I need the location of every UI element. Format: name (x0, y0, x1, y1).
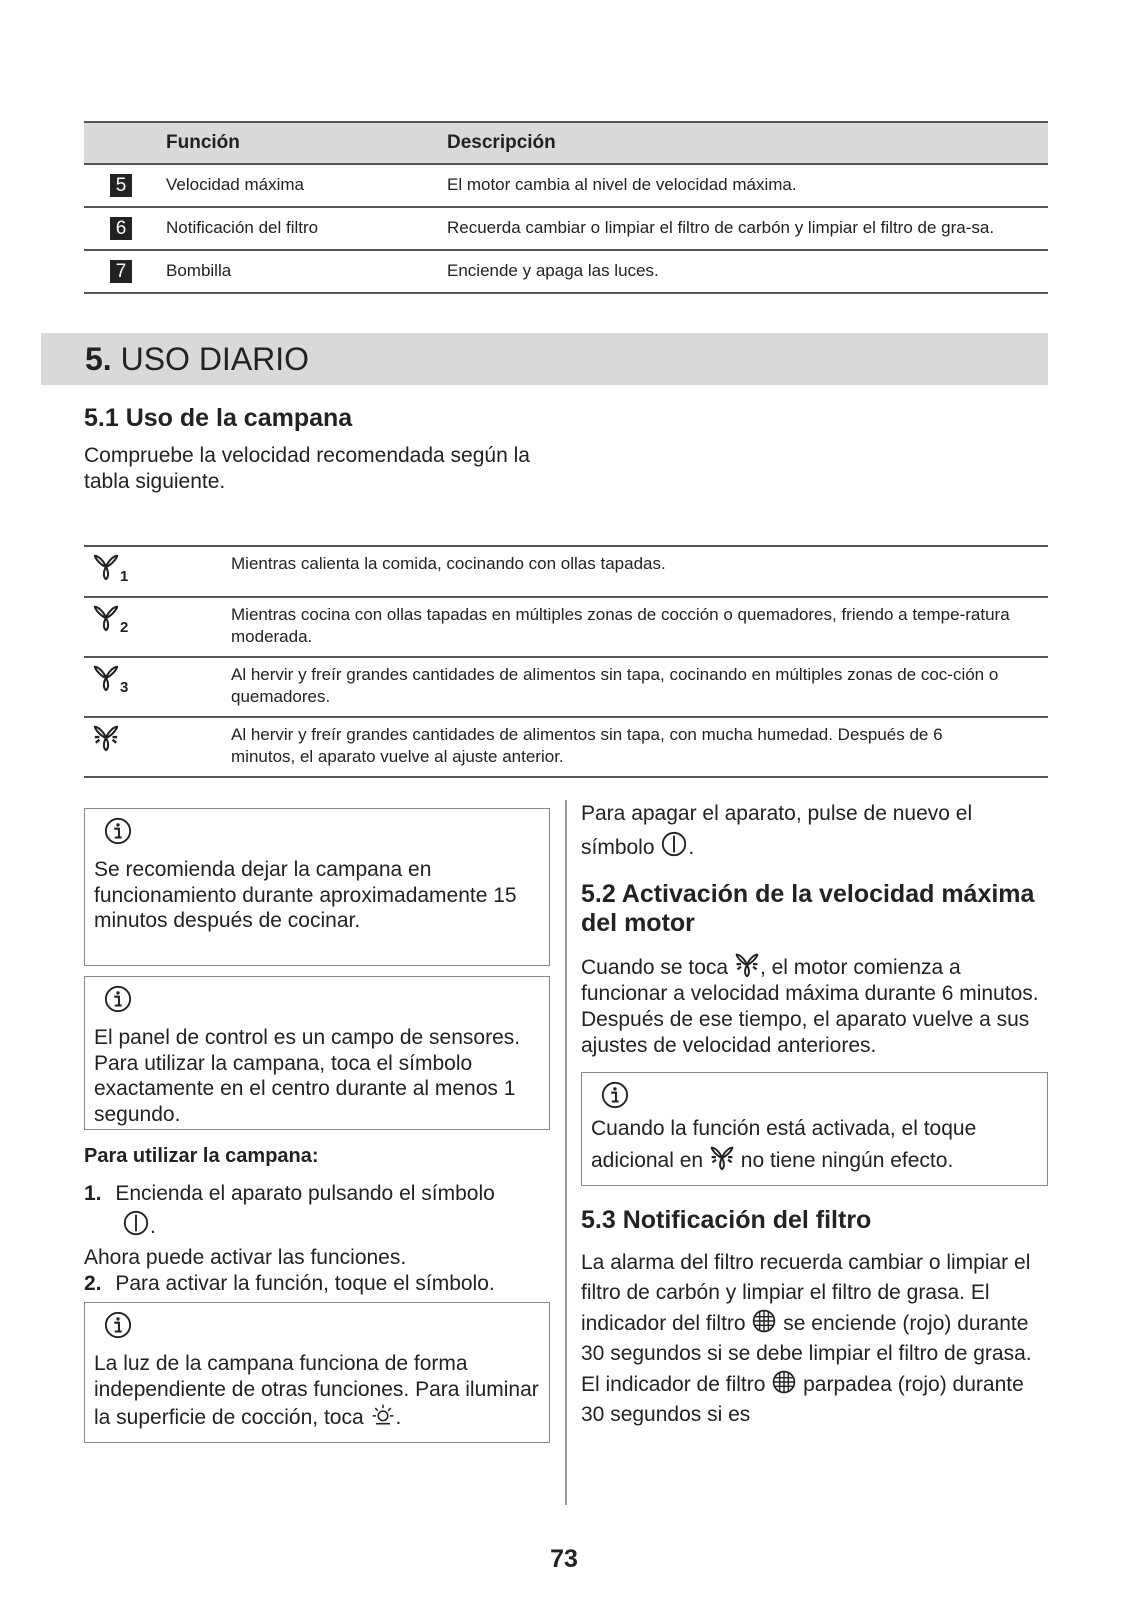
info-icon (104, 817, 132, 845)
row-number-badge: 5 (110, 174, 132, 197)
section-title-text: USO DIARIO (120, 341, 310, 377)
howto-title: Para utilizar la campana: (84, 1145, 319, 1167)
table-row (84, 207, 1048, 250)
row-number-badge: 7 (110, 260, 132, 283)
info-text: Se recomienda dejar la campana en funcionamiento durante aproximadamente 15 minutos después de cocinar. (94, 858, 517, 932)
speed-level: 2 (120, 619, 129, 636)
fan-boost-icon (92, 724, 120, 752)
speed-table (84, 545, 1048, 778)
header-number (84, 122, 166, 164)
section-number: 5. (85, 341, 112, 377)
filter-grid-icon (751, 1308, 777, 1334)
filter-grid-icon (771, 1369, 797, 1395)
heading-5-1: 5.1 Uso de la campana (84, 404, 353, 432)
speed-level: 3 (120, 679, 129, 696)
s53-text: se enciende (rojo) durante 30 segundos si se debe limpiar el filtro de grasa. El indicador de filtro (581, 1312, 1032, 1396)
step-number: 2. (84, 1272, 102, 1295)
heading-5-3: 5.3 Notificación del filtro (581, 1206, 872, 1234)
page-number: 73 (550, 1545, 578, 1573)
intro-paragraph: Compruebe la velocidad recomendada según la tabla siguiente. (84, 444, 530, 493)
s52-paragraph (581, 952, 1041, 1059)
s52-text-post: , el motor comienza a funcionar a velocidad máxima durante 6 minutos. Después de ese tiempo, el aparato vuelve a sus ajustes de velocidad anteriores. (581, 956, 1039, 1057)
step-2 (84, 1271, 554, 1297)
speed-level: 1 (120, 568, 129, 585)
off-text: Para apagar el aparato, pulse de nuevo el símbolo (581, 802, 973, 859)
table-row (84, 597, 1048, 657)
table-row (84, 717, 1048, 777)
step-text: Para activar la función, toque el símbolo. (115, 1272, 495, 1295)
info-text: no tiene ningún efecto. (740, 1149, 954, 1172)
fan-speed-3-icon (92, 664, 120, 692)
step-number: 1. (84, 1182, 102, 1205)
power-icon (122, 1209, 150, 1237)
fan-boost-icon (734, 952, 760, 978)
function-table (84, 121, 1048, 294)
speed-description: Mientras cocina con ollas tapadas en múltiples zonas de cocción o quemadores, friendo a tempe-ratura moderada. (231, 597, 1048, 657)
table-row (84, 164, 1048, 207)
fan-boost-icon (709, 1145, 735, 1171)
info-box: La luz de la campana funciona de forma independiente de otras funciones. Para iluminar la superficie de cocción, toca . (84, 1302, 550, 1443)
info-box (84, 976, 550, 1130)
section-title (85, 339, 309, 379)
row-funcion: Notificación del filtro (166, 207, 447, 250)
s53-text: parpadea (rojo) durante 30 segundos si es (581, 1373, 1024, 1426)
speed-description: Al hervir y freír grandes cantidades de alimentos sin tapa, con mucha humedad. Después de 6 minutos, el aparato vuelve al ajuste anterior. (231, 717, 1048, 777)
heading-5-2: 5.2 Activación de la velocidad máxima del motor (581, 880, 1035, 937)
info-icon (104, 1311, 132, 1339)
s53-paragraph (581, 1248, 1046, 1430)
off-paragraph: Para apagar el aparato, pulse de nuevo el símbolo . (581, 802, 973, 859)
table-row (84, 250, 1048, 293)
info-box (581, 1072, 1048, 1186)
info-icon (601, 1081, 629, 1109)
row-funcion: Velocidad máxima (166, 164, 447, 207)
row-descripcion: Recuerda cambiar o limpiar el filtro de carbón y limpiar el filtro de gra-sa. (447, 207, 1048, 250)
column-divider (565, 800, 567, 1505)
header-descripcion: Descripción (447, 122, 1048, 164)
table-row (84, 657, 1048, 717)
header-funcion: Función (166, 122, 447, 164)
row-number-badge: 6 (110, 217, 132, 240)
s53-text: La alarma del filtro recuerda cambiar o limpiar el filtro de carbón y limpiar el filtro de grasa. El indicador del filtro (581, 1251, 1031, 1335)
step-1-icon-line: . (122, 1209, 156, 1240)
bulb-icon (370, 1402, 396, 1428)
fan-speed-2-icon (92, 604, 120, 632)
power-icon (660, 830, 688, 858)
row-descripcion: El motor cambia al nivel de velocidad máxima. (447, 164, 1048, 207)
info-text: Cuando la función está activada, el toque adicional en (591, 1117, 977, 1172)
speed-description: Mientras calienta la comida, cocinando con ollas tapadas. (231, 546, 1048, 597)
info-text: La luz de la campana funciona de forma independiente de otras funciones. Para iluminar la superficie de cocción, toca (94, 1352, 539, 1429)
step-text: Encienda el aparato pulsando el símbolo (115, 1182, 495, 1205)
step-1-after: Ahora puede activar las funciones. (84, 1246, 407, 1269)
row-funcion: Bombilla (166, 250, 447, 293)
table-row (84, 546, 1048, 597)
info-icon (104, 985, 132, 1013)
info-box (84, 808, 550, 966)
row-descripcion: Enciende y apaga las luces. (447, 250, 1048, 293)
s52-text-pre: Cuando se toca (581, 956, 729, 979)
info-text: El panel de control es un campo de sensores. Para utilizar la campana, toca el símbolo exactamente en el centro durante al menos 1 segundo. (94, 1026, 521, 1126)
step-1 (84, 1181, 554, 1207)
speed-description: Al hervir y freír grandes cantidades de alimentos sin tapa, cocinando en múltiples zonas de coc-ción o quemadores. (231, 657, 1048, 717)
fan-speed-1-icon (92, 553, 120, 581)
